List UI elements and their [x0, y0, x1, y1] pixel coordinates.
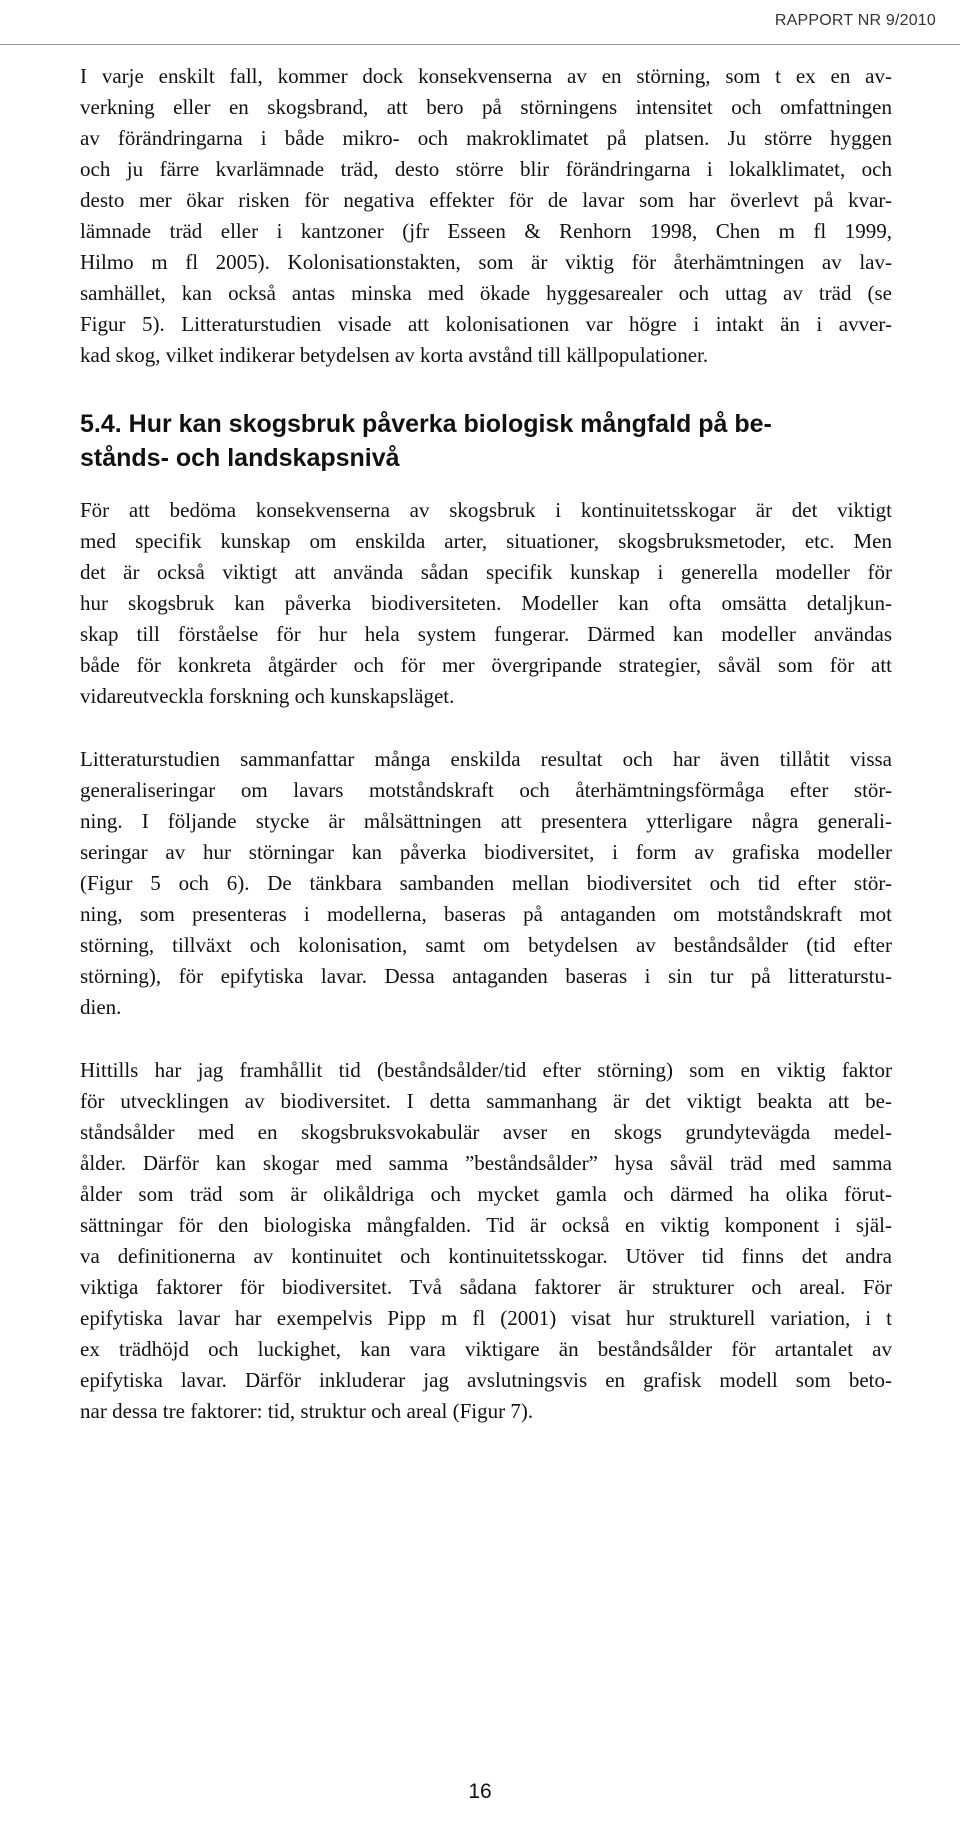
text-line: vidareutveckla forskning och kunskapsläget. [80, 684, 455, 708]
text-line: för utvecklingen av biodiversitet. I detta sammanhang är det viktigt beakta att be- [80, 1089, 892, 1113]
text-line: det är också viktigt att använda sådan specifik kunskap i generella modeller för [80, 560, 892, 584]
text-line: Hittills har jag framhållit tid (beståndsålder/tid efter störning) som en viktig faktor [80, 1058, 892, 1082]
document-body [80, 61, 892, 1427]
text-line: med specifik kunskap om enskilda arter, situationer, skogsbruksmetoder, etc. Men [80, 529, 892, 553]
text-line: hur skogsbruk kan påverka biodiversiteten. Modeller kan ofta omsätta detaljkun- [80, 591, 892, 615]
text-line: verkning eller en skogsbrand, att bero på störningens intensitet och omfattningen [80, 95, 892, 119]
text-line: epifytiska lavar har exempelvis Pipp m fl (2001) visat hur strukturell variation, i t [80, 1306, 892, 1330]
text-line: Hilmo m fl 2005). Kolonisationstakten, som är viktig för återhämtningen av lav- [80, 250, 892, 274]
text-line: samhället, kan också antas minska med ökade hyggesarealer och uttag av träd (se [80, 281, 892, 305]
text-line: generaliseringar om lavars motståndskraft och återhämtningsförmåga efter stör- [80, 778, 892, 802]
text-line: ex trädhöjd och luckighet, kan vara viktigare än beståndsålder för artantalet av [80, 1337, 892, 1361]
header-divider [0, 44, 960, 45]
text-line: störning), för epifytiska lavar. Dessa antaganden baseras i sin tur på litteraturstu- [80, 964, 892, 988]
paragraph-models [80, 495, 892, 712]
text-line: Figur 5). Litteraturstudien visade att kolonisationen var högre i intakt än i avver- [80, 312, 892, 336]
text-line: av förändringarna i både mikro- och makroklimatet på platsen. Ju större hyggen [80, 126, 892, 150]
text-line: störning, tillväxt och kolonisation, samt om betydelsen av beståndsålder (tid efter [80, 933, 892, 957]
text-line: desto mer ökar risken för negativa effekter för de lavar som har överlevt på kvar- [80, 188, 892, 212]
text-line: viktiga faktorer för biodiversitet. Två sådana faktorer är strukturer och areal. För [80, 1275, 892, 1299]
section-heading [80, 407, 892, 475]
paragraph-time-structure-area [80, 1055, 892, 1427]
text-line: Litteraturstudien sammanfattar många enskilda resultat och har även tillåtit vissa [80, 747, 892, 771]
text-line: epifytiska lavar. Därför inkluderar jag avslutningsvis en grafisk modell som beto- [80, 1368, 892, 1392]
text-line: kad skog, vilket indikerar betydelsen av korta avstånd till källpopulationer. [80, 343, 709, 367]
report-number-header: RAPPORT NR 9/2010 [774, 12, 936, 29]
text-line: ning, som presenteras i modellerna, baseras på antaganden om motståndskraft mot [80, 902, 892, 926]
heading-line: 5.4. Hur kan skogsbruk påverka biologisk mångfald på be- [80, 410, 772, 438]
text-line: ålder som träd som är olikåldriga och mycket gamla och därmed ha olika förut- [80, 1182, 892, 1206]
text-line: dien. [80, 995, 122, 1019]
text-line: nar dessa tre faktorer: tid, struktur och areal (Figur 7). [80, 1399, 534, 1423]
text-line: ning. I följande stycke är målsättningen att presentera ytterligare några generali- [80, 809, 892, 833]
text-line: (Figur 5 och 6). De tänkbara sambanden mellan biodiversitet och tid efter stör- [80, 871, 892, 895]
text-line: I varje enskilt fall, kommer dock konsekvenserna av en störning, som t ex en av- [80, 64, 892, 88]
text-line: lämnade träd eller i kantzoner (jfr Esseen & Renhorn 1998, Chen m fl 1999, [80, 219, 892, 243]
text-line: va definitionerna av kontinuitet och kontinuitetsskogar. Utöver tid finns det andra [80, 1244, 892, 1268]
text-line: och ju färre kvarlämnade träd, desto större blir förändringarna i lokalklimatet, och [80, 157, 892, 181]
paragraph-literature-summary [80, 744, 892, 1023]
paragraph-disturbance-effects [80, 61, 892, 371]
text-line: För att bedöma konsekvenserna av skogsbruk i kontinuitetsskogar är det viktigt [80, 498, 892, 522]
text-line: ståndsålder med en skogsbruksvokabulär avser en skogs grundytevägda medel- [80, 1120, 892, 1144]
text-line: skap till förståelse för hur hela system fungerar. Därmed kan modeller användas [80, 622, 892, 646]
page-number: 16 [468, 1780, 492, 1803]
text-line: ålder. Därför kan skogar med samma ”beståndsålder” hysa såväl träd med samma [80, 1151, 892, 1175]
heading-line: stånds- och landskapsnivå [80, 444, 400, 472]
text-line: seringar av hur störningar kan påverka biodiversitet, i form av grafiska modeller [80, 840, 892, 864]
text-line: sättningar för den biologiska mångfalden. Tid är också en viktig komponent i själ- [80, 1213, 892, 1237]
text-line: både för konkreta åtgärder och för mer övergripande strategier, såväl som för att [80, 653, 892, 677]
